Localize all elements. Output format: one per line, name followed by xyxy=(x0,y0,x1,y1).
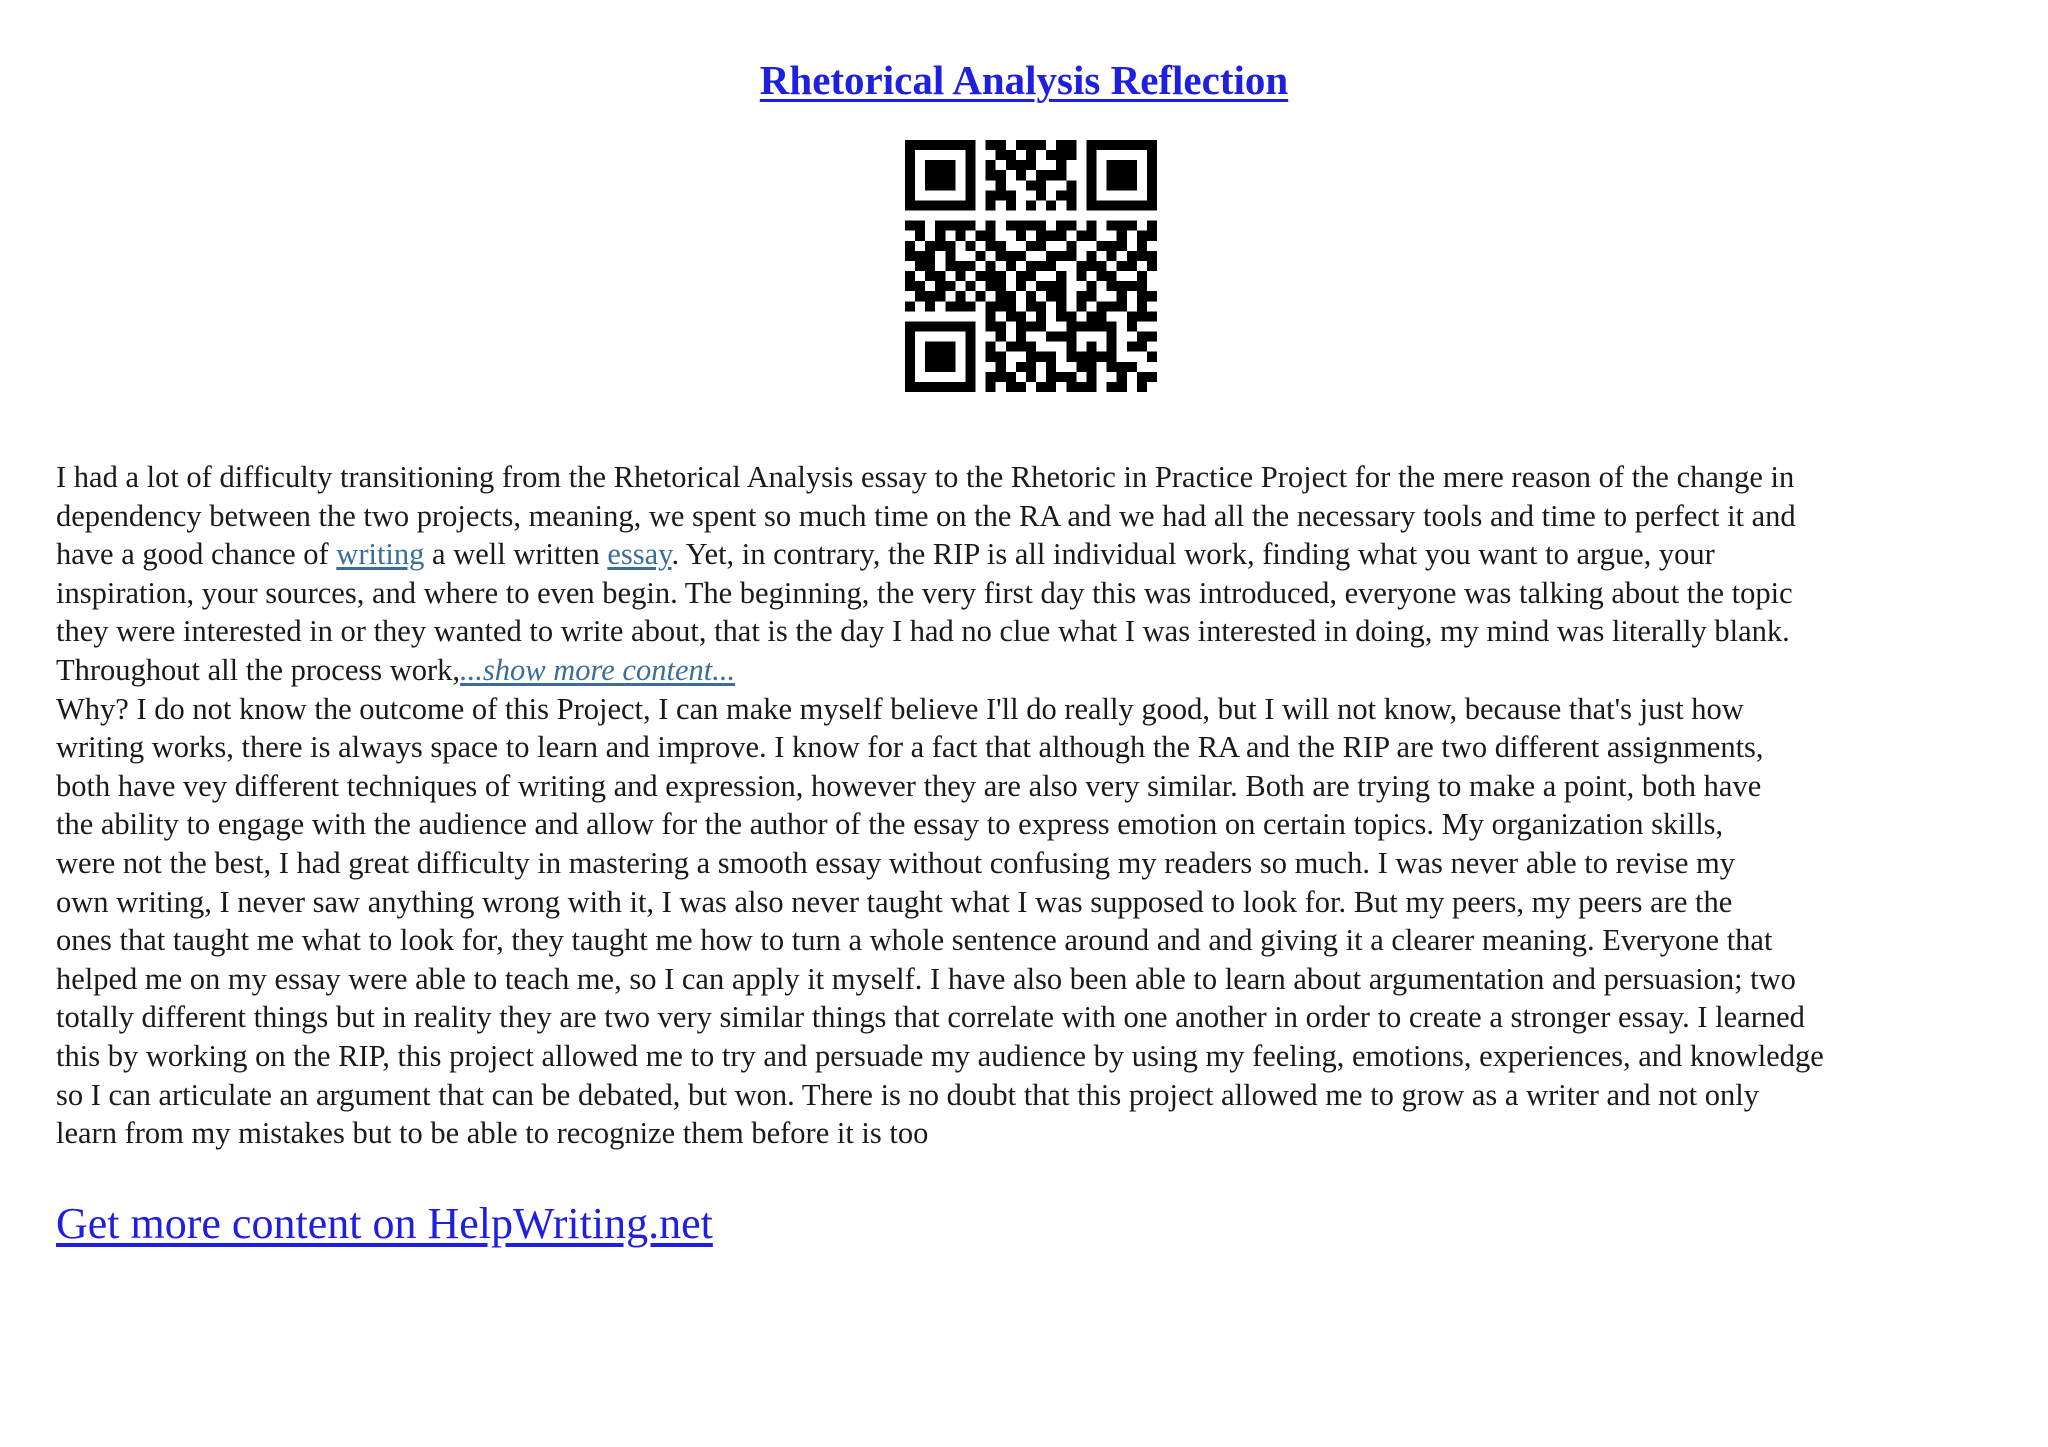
text-run: . Yet, in contrary, the RIP is all individual work, finding what you want to argue, your xyxy=(671,537,1715,572)
text-run: a well written xyxy=(424,537,608,572)
qr-code-graphic xyxy=(905,140,1157,392)
paragraph2-line: were not the best, I had great difficulty in mastering a smooth essay without confusing my readers so much. I was never able to revise my xyxy=(56,845,1736,880)
text-run: Throughout all the process work, xyxy=(56,652,461,687)
paragraph2-line: so I can articulate an argument that can be debated, but won. There is no doubt that this project allowed me to grow as a writer and not only xyxy=(56,1077,1759,1112)
qr-code-icon xyxy=(905,140,1157,392)
paragraph1-line xyxy=(56,651,2002,690)
paragraph2-line: totally different things but in reality they are two very similar things that correlate with one another in order to create a stronger essay. I learned xyxy=(56,1000,1805,1035)
paragraph1-line: dependency between the two projects, meaning, we spent so much time on the RA and we had all the necessary tools and time to perfect it and xyxy=(56,498,1796,533)
paragraph2-line: ones that taught me what to look for, they taught me how to turn a whole sentence around and and giving it a clearer meaning. Everyone that xyxy=(56,923,1773,958)
paragraph2-line: helped me on my essay were able to teach me, so I can apply it myself. I have also been able to learn about argumentation and persuasion; two xyxy=(56,961,1796,996)
paragraph2-line: this by working on the RIP, this project allowed me to try and persuade my audience by using my feeling, emotions, experiences, and knowledge xyxy=(56,1038,1824,1073)
text-run: have a good chance of xyxy=(56,537,337,572)
paragraph1-line: they were interested in or they wanted to write about, that is the day I had no clue what I was interested in doing, my mind was literally blank. xyxy=(56,614,1790,649)
paragraph1-line: I had a lot of difficulty transitioning from the Rhetorical Analysis essay to the Rhetoric in Practice Project for the mere reason of the change in xyxy=(56,460,1795,494)
paragraph2-line: the ability to engage with the audience and allow for the author of the essay to express emotion on certain topics. My organization skills, xyxy=(56,807,1724,842)
essay-body xyxy=(56,458,2002,1153)
paragraph1-line xyxy=(56,535,2002,574)
paragraph2-line: both have vey different techniques of writing and expression, however they are also very similar. Both are trying to make a point, both have xyxy=(56,768,1762,803)
page-title xyxy=(0,52,2048,108)
get-more-content-link[interactable]: Get more content on HelpWriting.net xyxy=(56,1199,713,1248)
title-link[interactable]: Rhetorical Analysis Reflection xyxy=(759,57,1289,103)
paragraph2-line: learn from my mistakes but to be able to recognize them before it is too xyxy=(56,1116,929,1151)
paragraph2-line: writing works, there is always space to learn and improve. I know for a fact that although the RA and the RIP are two different assignments, xyxy=(56,730,1764,765)
paragraph2-line: Why? I do not know the outcome of this Project, I can make myself believe I'll do really good, but I will not know, because that's just how xyxy=(56,691,1744,726)
essay-link[interactable]: essay xyxy=(607,537,672,572)
writing-link[interactable]: writing xyxy=(336,537,425,572)
paragraph1-line: inspiration, your sources, and where to even begin. The beginning, the very first day this was introduced, everyone was talking about the topic xyxy=(56,575,1793,610)
paragraph2-line: own writing, I never saw anything wrong with it, I was also never taught what I was supposed to look for. But my peers, my peers are the xyxy=(56,884,1733,919)
show-more-link[interactable]: ...show more content... xyxy=(460,652,736,687)
